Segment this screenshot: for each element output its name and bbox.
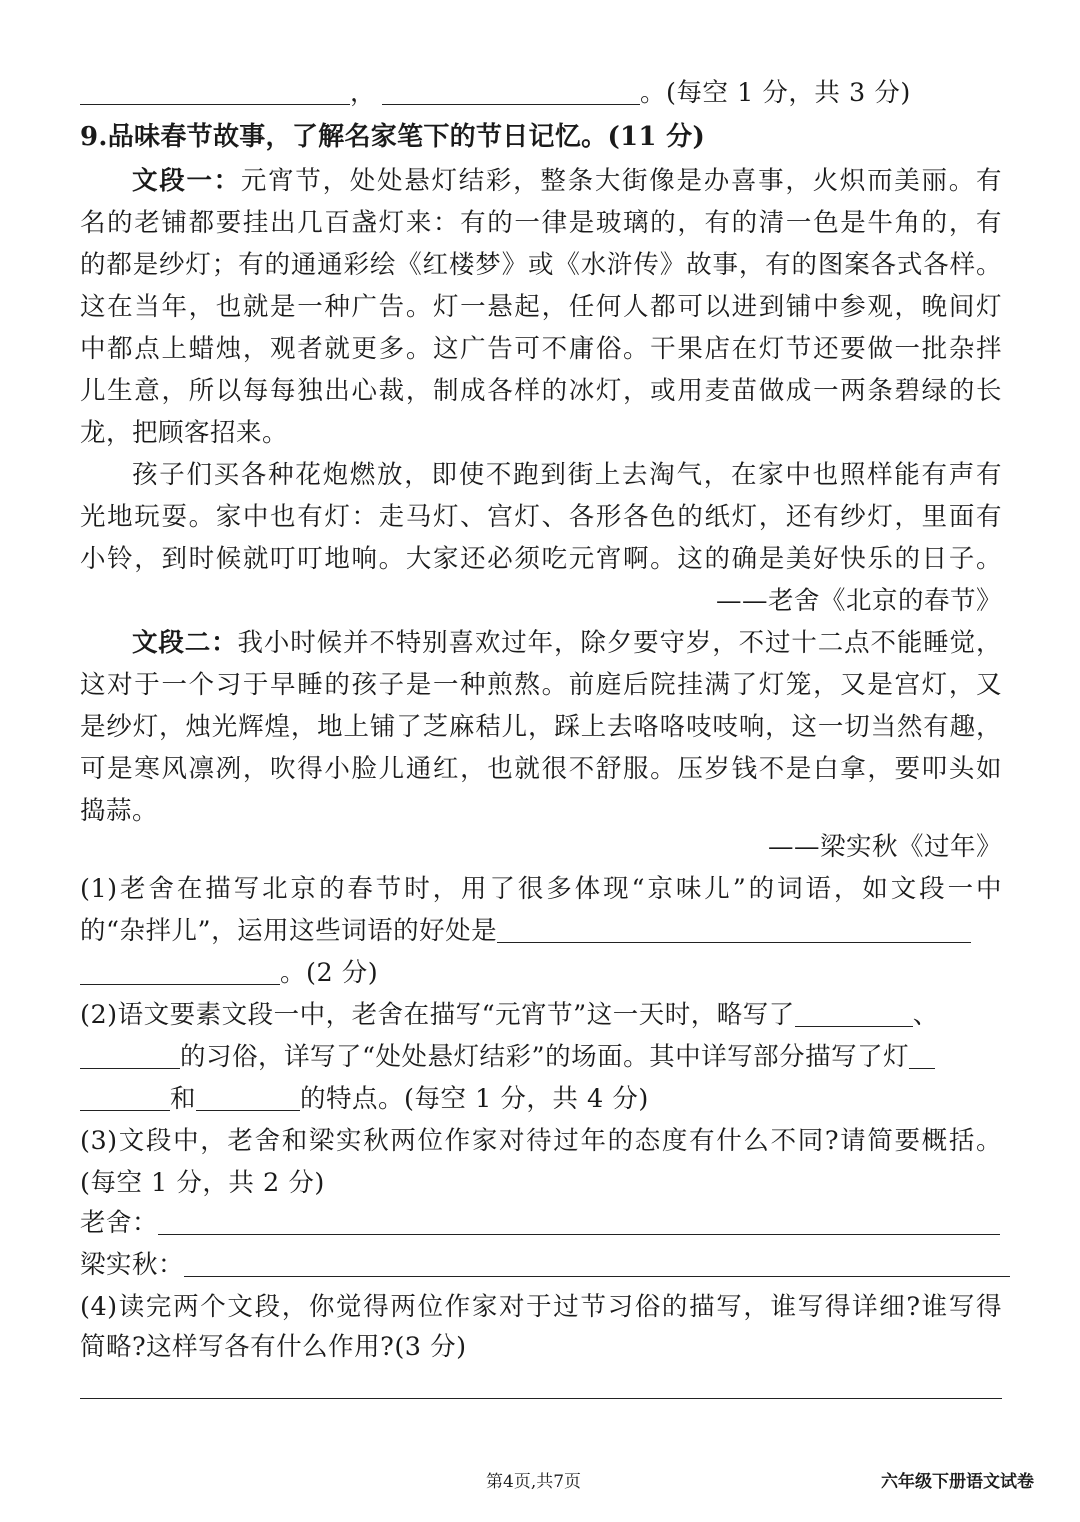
passage1-line-7: 龙，把顾客招来。 [80,418,289,448]
sub2-blank-1[interactable] [795,996,913,1027]
passage1-line-9: 光地玩耍。家中也有灯：走马灯、宫灯、各形各色的纸灯，还有纱灯，里面有 [80,502,1002,532]
passage1-line-8: 孩子们买各种花炮燃放，即使不跑到街上去淘气，在家中也照样能有声有 [132,460,1002,490]
sub2-line-1 [80,994,1002,1036]
q8-blank-2[interactable] [382,74,640,105]
sub4-answer-line[interactable] [80,1398,1002,1399]
laoshe-label: 老舍： [80,1208,159,1238]
sub4-line-1: (4)读完两个文段，你觉得两位作家对于过节习俗的描写，谁写得详细?谁写得 [80,1292,1002,1322]
q8-answer-line [80,72,1002,114]
passage2-label: 文段二： [132,628,238,658]
passage2-source: ——梁实秋《过年》 [767,832,1002,862]
passage1-source: ——老舍《北京的春节》 [715,586,1002,616]
sub1-line-2 [80,910,1002,952]
sub1-score: 。(2 分) [280,958,379,988]
sub2-middle-text: 的习俗，详写了“处处悬灯结彩”的场面。其中详写部分描写了灯 [180,1042,910,1072]
passage1-label: 文段一： [132,166,241,196]
sub1-line-3 [80,952,1002,994]
q8-score: 。(每空 1 分，共 3 分) [640,78,911,108]
sub2-and: 和 [170,1084,197,1114]
passage1-line-6: 儿生意，所以每每独出心裁，制成各样的冰灯，或用麦苗做成一两条碧绿的长 [80,376,1002,406]
passage2-line-3: 是纱灯，烛光辉煌，地上铺了芝麻秸儿，踩上去咯咯吱吱响，这一切当然有趣， [80,712,1002,742]
sub2-blank-4[interactable] [196,1080,300,1111]
sub3-liang-row [80,1244,1002,1286]
sub4-line-2: 简略?这样写各有什么作用?(3 分) [80,1332,467,1362]
sub2-line-3 [80,1078,1002,1120]
passage2-line-2: 这对于一个习于早睡的孩子是一种煎熬。前庭后院挂满了灯笼，又是宫灯，又 [80,670,1002,700]
sub3-line-2: (每空 1 分，共 2 分) [80,1168,325,1198]
sub2-line-2 [80,1036,1002,1078]
passage2-line-4: 可是寒风凛冽，吹得小脸儿通红，也就很不舒服。压岁钱不是白拿，要叩头如 [80,754,1002,784]
sub2-pause-mark: 、 [912,1000,939,1030]
q9-title: 9.品味春节故事，了解名家笔下的节日记忆。(11 分) [80,122,706,152]
sub3-line-1: (3)文段中，老舍和梁实秋两位作家对待过年的态度有什么不同?请简要概括。 [80,1126,1002,1156]
sub1-blank-a[interactable] [497,912,971,943]
page-number: 第4页,共7页 [486,1472,582,1492]
liang-answer-blank[interactable] [184,1246,1010,1277]
passage2-text: 我小时候并不特别喜欢过年，除夕要守岁，不过十二点不能睡觉， [237,628,1002,658]
passage2-line-1 [132,622,1002,664]
q8-blank-1[interactable] [80,74,350,105]
sub2-blank-3b[interactable] [80,1080,170,1111]
laoshe-answer-blank[interactable] [158,1204,1000,1235]
sub1-line-1: (1)老舍在描写北京的春节时，用了很多体现“京味儿”的词语，如文段一中 [80,874,1002,904]
sub1-prompt: 的“杂拌儿”，运用这些词语的好处是 [80,916,498,946]
passage2-line-5: 捣蒜。 [80,796,159,826]
passage1-line-3: 的都是纱灯；有的通通彩绘《红楼梦》或《水浒传》故事，有的图案各式各样。 [80,250,1002,280]
q8-comma: ， [350,78,377,108]
paper-title: 六年级下册语文试卷 [881,1472,1034,1492]
passage1-line-4: 这在当年，也就是一种广告。灯一悬起，任何人都可以进到铺中参观，晚间灯 [80,292,1002,322]
sub2-prompt: (2)语文要素文段一中，老舍在描写“元宵节”这一天时，略写了 [80,1000,795,1030]
passage1-line-5: 中都点上蜡烛，观者就更多。这广告可不庸俗。干果店在灯节还要做一批杂拌 [80,334,1002,364]
sub2-score: 的特点。(每空 1 分，共 4 分) [300,1084,649,1114]
sub2-blank-3a[interactable] [909,1038,935,1069]
passage1-text: 元宵节，处处悬灯结彩，整条大街像是办喜事，火炽而美丽。有 [240,166,1002,196]
sub2-blank-2[interactable] [80,1038,180,1069]
passage1-line-1 [132,160,1002,202]
sub3-laoshe-row [80,1202,1002,1244]
sub1-blank-b[interactable] [80,954,280,985]
passage1-line-2: 名的老铺都要挂出几百盏灯来：有的一律是玻璃的，有的清一色是牛角的，有 [80,208,1002,238]
passage1-line-10: 小铃，到时候就叮叮地响。大家还必须吃元宵啊。这的确是美好快乐的日子。 [80,544,1002,574]
liang-label: 梁实秋： [80,1250,185,1280]
